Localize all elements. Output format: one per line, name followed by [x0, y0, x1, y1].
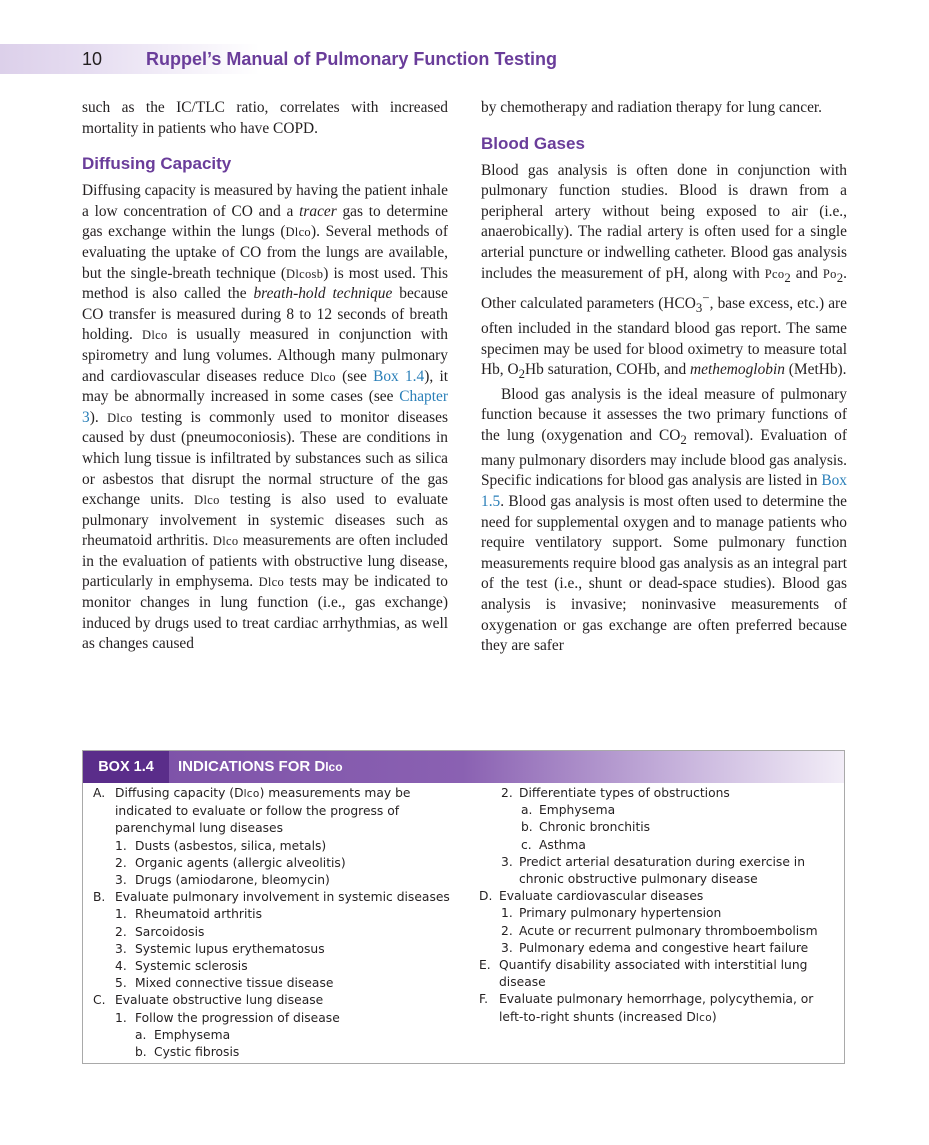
list-item: 1. Primary pulmonary hypertension [501, 906, 722, 921]
list-item: disease [499, 975, 546, 990]
left-carry-over: such as the IC/TLC ratio, correlates with increased mortality in patients who have COPD. [82, 99, 448, 137]
left-column [82, 98, 448, 655]
term-breath-hold-technique: breath-hold technique [253, 285, 393, 303]
list-item: 1. Follow the progression of disease [115, 1010, 340, 1025]
list-item: 2. Sarcoidosis [115, 924, 205, 939]
list-item: A. Diffusing capacity (Dlco) measurements may be [93, 786, 411, 800]
right-column [481, 98, 847, 657]
term-tracer: tracer [299, 202, 337, 220]
blood-gases-paragraph-1: Blood gas analysis is often done in conjunction with pulmonary function studies. Blood is drawn from a peripheral artery without being exposed to air (i.e., anaerobically). The radial artery is often used for a single arterial puncture or indwelling catheter. Blood gas analysis includes the measurement of pH, along with Pco$_2$ and $Po_2$. Other calculated parameters ($HCO_3^-$, base excess, etc.) are often included in the standard blood gas report. The same specimen may be used for blood oximetry to measure total Hb, $O_2Hb$ saturation, COHb, and methemoglobin (MetHb). [481, 161, 848, 382]
list-item: E. Quantify disability associated with interstitial lung [479, 958, 808, 973]
diffusing-capacity-paragraph: Diffusing capacity is measured by having the patient inhale a low concentration of CO and a tracer gas to determine gas exchange within the lungs (Dlco). Several methods of evaluating the uptake of CO from the lungs are available, but the single-breath technique (Dlcosb) is most used. This method is also called the breath-hold technique because CO transfer is measured during 8 to 12 seconds of breath holding. Dlco is usually measured in conjunction with spirometry and lung volumes. Although many pulmonary and cardiovascular diseases reduce Dlco (see Box 1.4), it may be abnormally increased in some cases (see Chapter 3). Dlco testing is commonly used to monitor diseases caused by dust (pneumoconiosis). These are conditions in which lung tissue is infiltrated by substances such as silica or asbestos that disrupt the normal structure of the gas exchange units. Dlco testing is also used to evaluate pulmonary involvement in systemic diseases such as rheumatoid arthritis. Dlco measurements are often included in the evaluation of patients with obstructive lung disease, particularly in emphysema. Dlco tests may be indicated to monitor changes in lung function (i.e., gas exchange) induced by drugs used to treat cardiac arrhythmias, as well as changes caused [82, 182, 449, 653]
list-item: 1. Rheumatoid arthritis [115, 907, 263, 922]
list-item: b. Cystic fibrosis [135, 1045, 240, 1060]
list-item: 5. Mixed connective tissue disease [115, 976, 334, 991]
list-item: 3. Pulmonary edema and congestive heart failure [501, 940, 809, 955]
link-box-1-4[interactable]: Box 1.4 [373, 367, 425, 385]
link-box-1-5[interactable]: Box 1.5 [481, 472, 847, 510]
heading-diffusing-capacity: Diffusing Capacity [82, 154, 232, 174]
page-number: 10 [82, 49, 103, 69]
running-head: Ruppel’s Manual of Pulmonary Function Testing [146, 49, 558, 69]
box-1-4 [82, 750, 845, 1064]
box-title: INDICATIONS FOR Dlco [178, 758, 343, 775]
heading-blood-gases: Blood Gases [481, 133, 585, 153]
list-item: 2. Organic agents (allergic alveolitis) [115, 855, 346, 870]
abbr-dlco: Dlco [285, 225, 311, 240]
list-item: c. Asthma [521, 837, 586, 852]
blood-gases-paragraph-2: Blood gas analysis is the ideal measure of pulmonary function because it assesses the two primary functions of the lung (oxygenation and $CO_2$ removal). Evaluation of many pulmonary disorders may include blood gas analysis. Specific indications for blood gas analysis are listed in Box 1.5. Blood gas analysis is most often used to determine the need for supplemental oxygen and to manage patients who require ventilatory support. Some pulmonary function measurements require blood gas analysis as an integral part of the test (i.e., shunt or dead-space studies). Blood gas analysis is invasive; noninvasive measurements of oxygenation or gas exchange are often preferred because they are safer [481, 385, 847, 655]
list-item: 3. Drugs (amiodarone, bleomycin) [115, 873, 330, 888]
box-id-label: BOX 1.4 [83, 751, 169, 783]
list-item: a. Emphysema [521, 803, 616, 818]
list-item: b. Chronic bronchitis [521, 820, 651, 835]
list-item: a. Emphysema [135, 1027, 231, 1042]
right-carry-over: by chemotherapy and radiation therapy for lung cancer. [481, 99, 823, 116]
box-left-column [93, 785, 465, 1061]
list-item: 3. Systemic lupus erythematosus [115, 941, 325, 956]
list-item: parenchymal lung diseases [115, 821, 283, 836]
list-item: 1. Dusts (asbestos, silica, metals) [115, 838, 327, 853]
list-item: F. Evaluate pulmonary hemorrhage, polycythemia, or [479, 992, 814, 1007]
list-item: D. Evaluate cardiovascular diseases [479, 889, 704, 904]
list-item: indicated to evaluate or follow the progress of [115, 804, 400, 819]
abbr-dlcosb: Dlcosb [286, 266, 324, 281]
list-item: C. Evaluate obstructive lung disease [93, 993, 324, 1008]
term-methemoglobin: methemoglobin [690, 361, 785, 379]
link-chapter-3[interactable]: Chapter 3 [82, 388, 448, 426]
box-right-column [479, 785, 841, 1027]
list-item: left-to-right shunts (increased Dlco) [499, 1009, 717, 1024]
list-item: 4. Systemic sclerosis [115, 959, 248, 974]
list-item: B. Evaluate pulmonary involvement in systemic diseases [93, 890, 450, 905]
list-item: 2. Differentiate types of obstructions [501, 786, 730, 800]
list-item: 3. Predict arterial desaturation during exercise in [501, 854, 806, 869]
box-header [83, 751, 844, 783]
list-item: 2. Acute or recurrent pulmonary thromboembolism [501, 923, 818, 938]
list-item: chronic obstructive pulmonary disease [519, 872, 758, 887]
